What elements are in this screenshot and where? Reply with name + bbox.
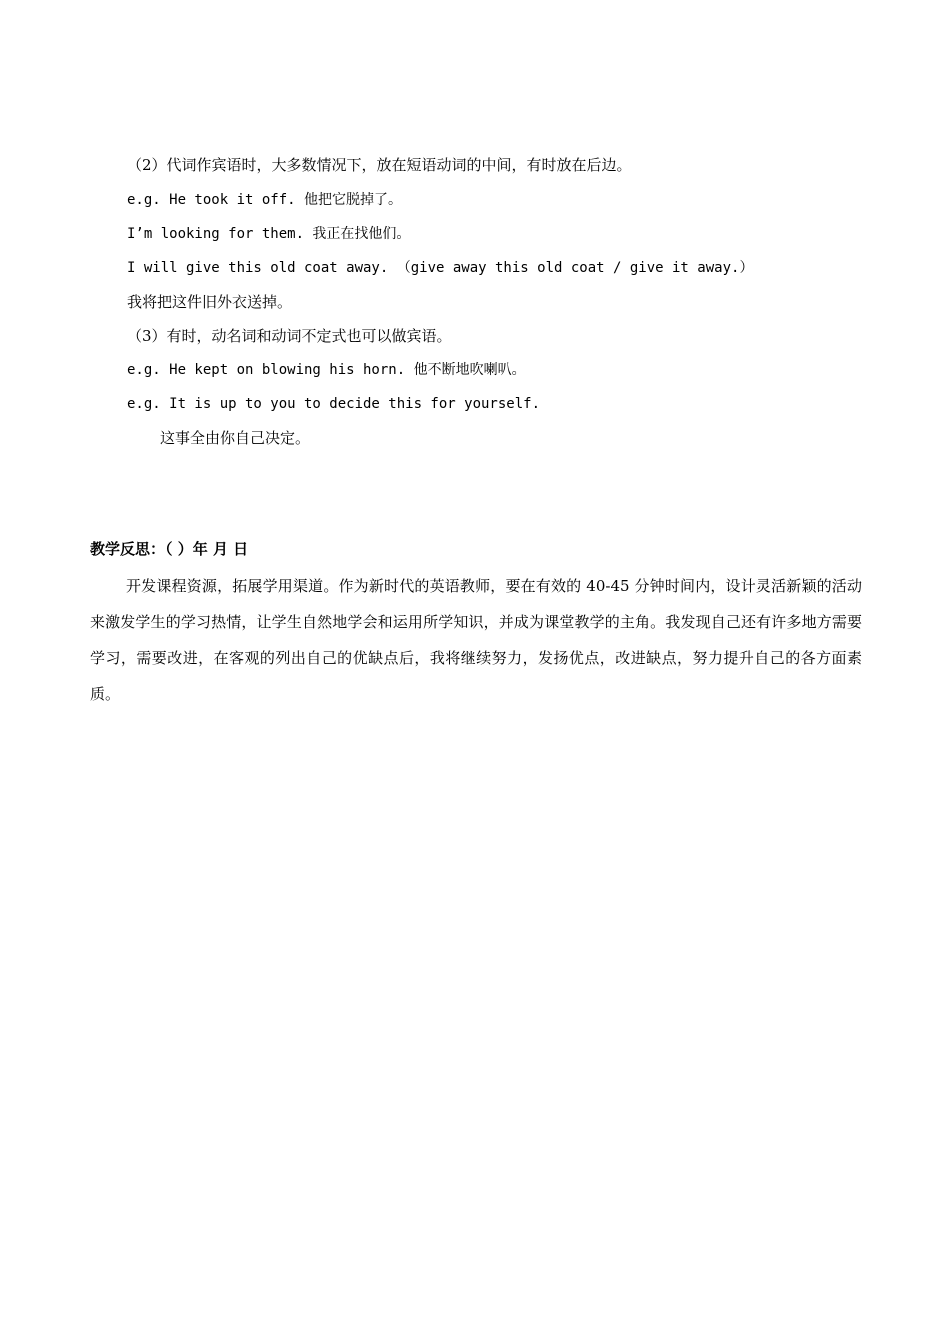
translation-up-to-you: 这事全由你自己决定。 <box>160 429 311 447</box>
translation-give-coat-away: 我将把这件旧外衣送掉。 <box>127 293 293 311</box>
example-blowing-horn: e.g. He kept on blowing his horn. 他不断地吹喇叭。 <box>127 362 526 378</box>
reflection-paragraph: 开发课程资源，拓展学用渠道。作为新时代的英语教师，要在有效的 40-45 分钟时间内，设计灵活新颖的活动来激发学生的学习热情，让学生自然地学会和运用所学知识，并成为课堂教学的主角。我发现自己还有许多地方需要学习，需要改进，在客观的列出自己的优缺点后，我将继续努力，发扬优点，改进缺点，努力提升自己的各方面素质。 <box>90 577 862 703</box>
note-pronoun-object: （2）代词作宾语时，大多数情况下，放在短语动词的中间，有时放在后边。 <box>127 156 632 174</box>
example-looking-for-them: I’m looking for them. 我正在找他们。 <box>127 226 411 242</box>
example-up-to-you: e.g. It is up to you to decide this for yourself. <box>127 396 541 412</box>
example-give-coat-away: I will give this old coat away. （give away this old coat / give it away.） <box>127 260 754 276</box>
example-took-it-off: e.g. He took it off. 他把它脱掉了。 <box>127 192 403 208</box>
reflection-heading: 教学反思：（ ）年 月 日 <box>90 540 249 558</box>
note-gerund-infinitive-object: （3）有时，动名词和动词不定式也可以做宾语。 <box>127 327 452 345</box>
